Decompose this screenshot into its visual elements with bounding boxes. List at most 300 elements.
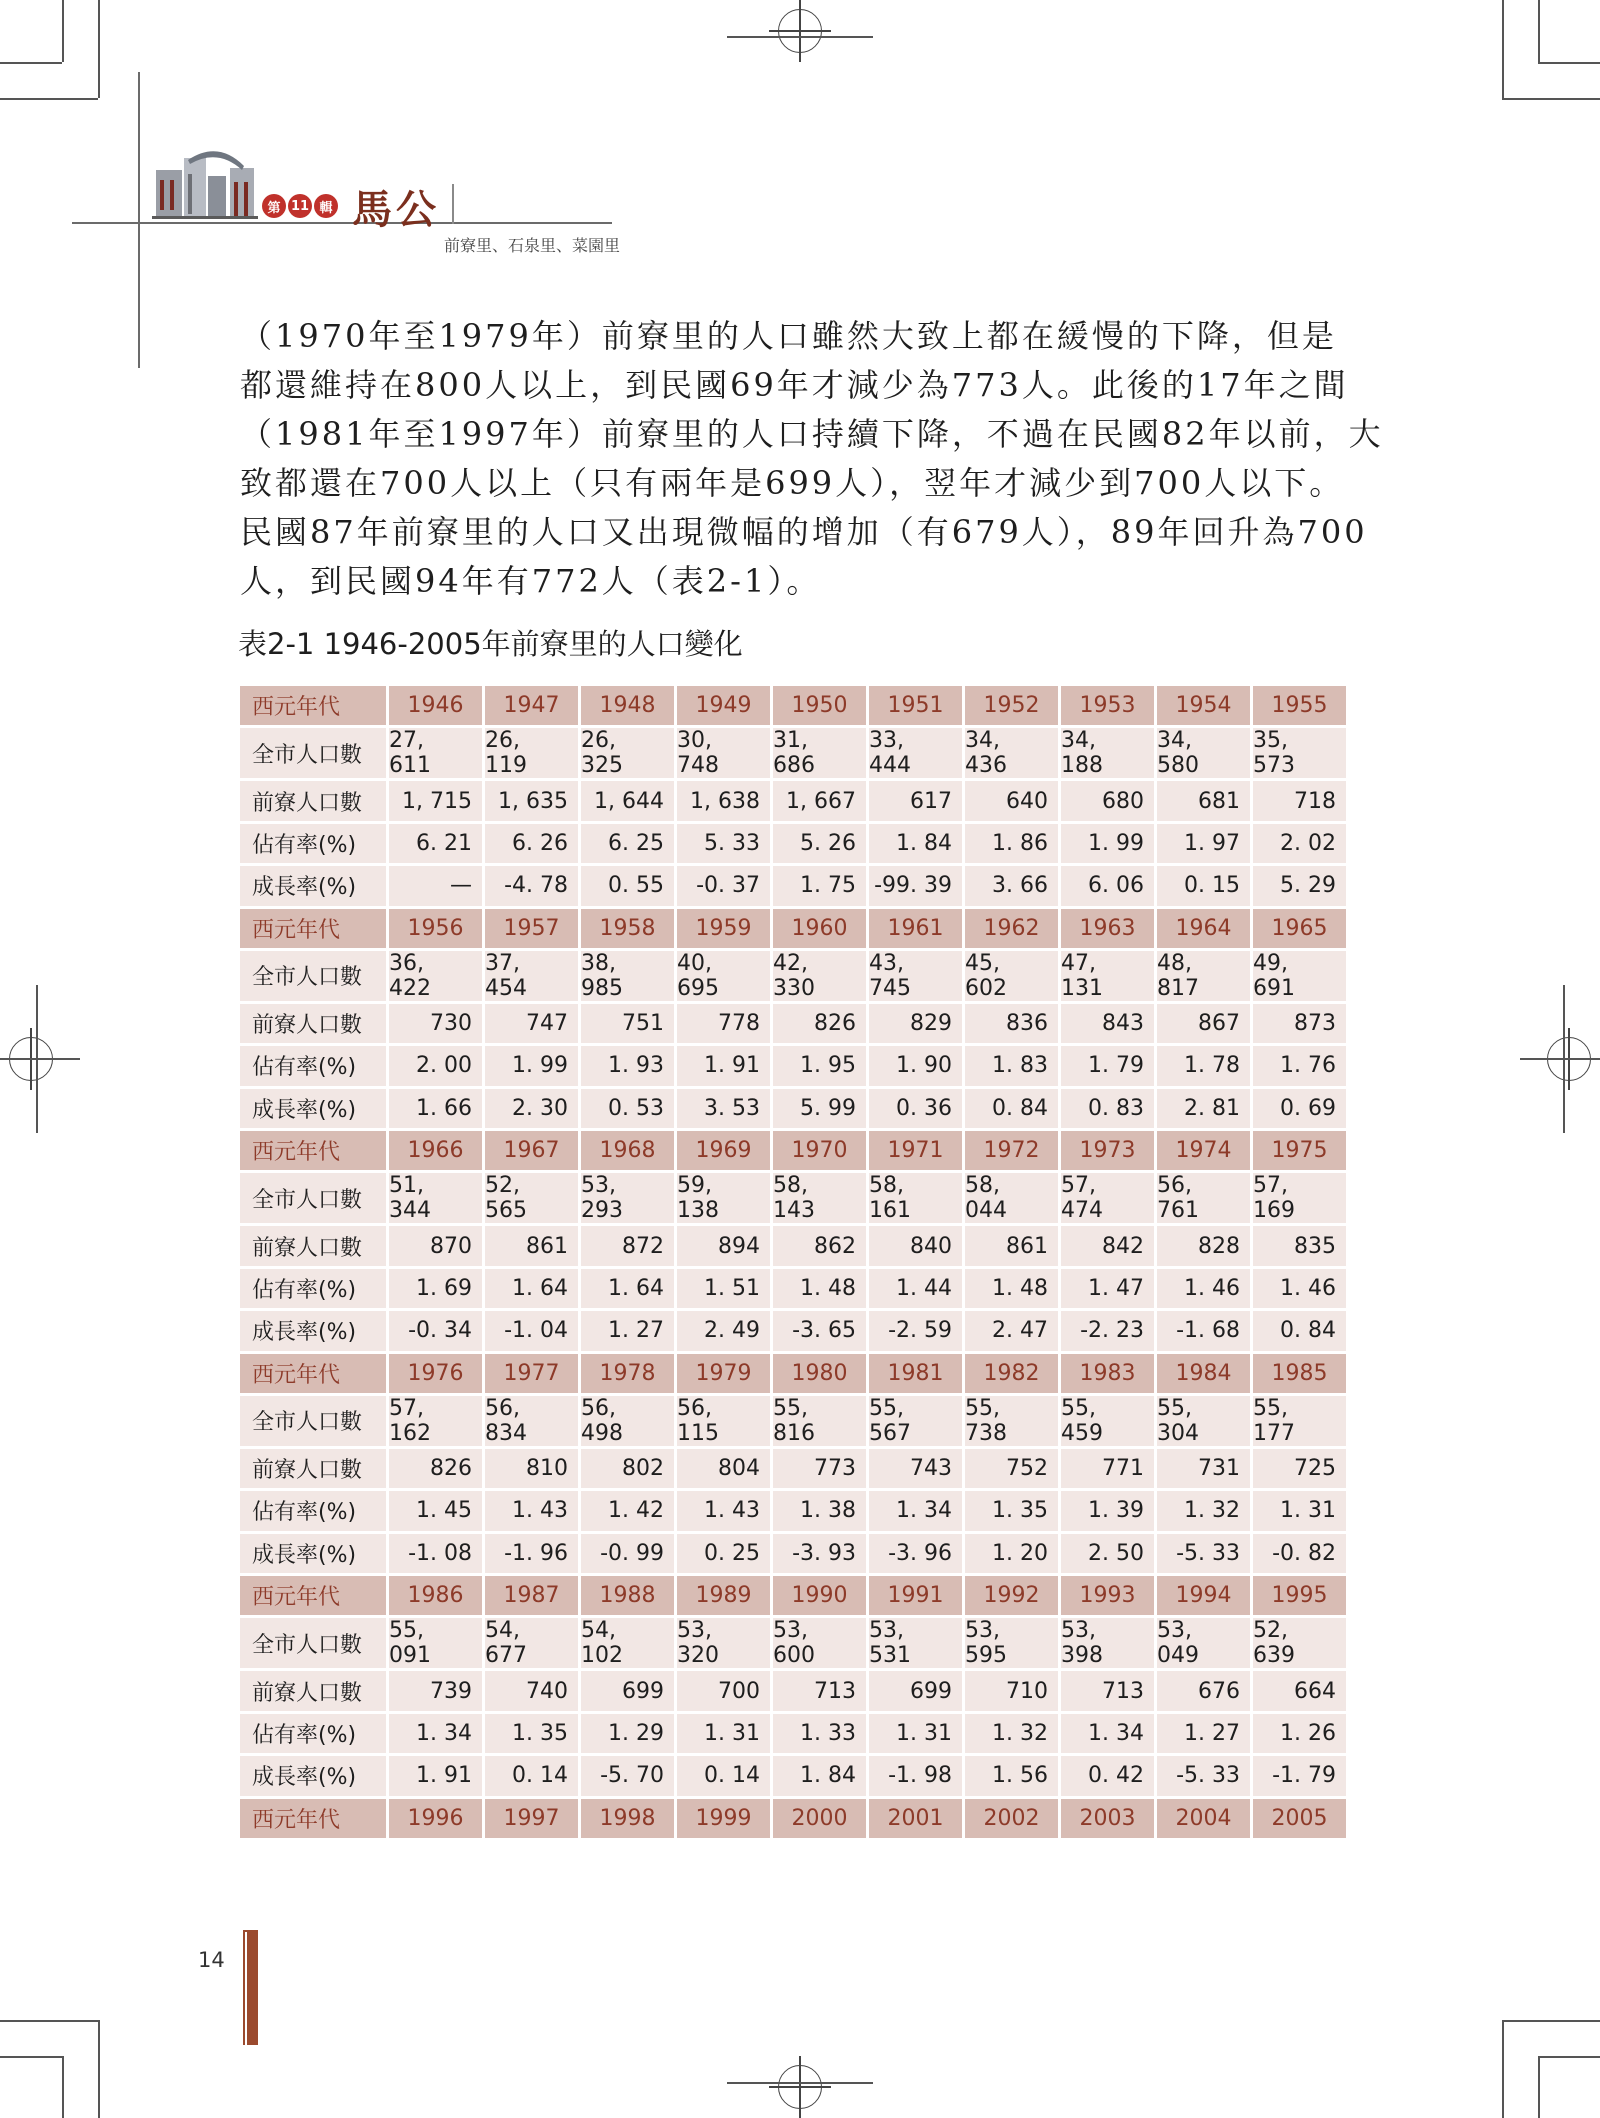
table-cell: 0. 83 bbox=[1061, 1089, 1154, 1128]
crop-mark bbox=[1538, 62, 1600, 64]
table-cell: 1. 39 bbox=[1061, 1491, 1154, 1530]
table-row bbox=[240, 1226, 1348, 1265]
table-year-cell: 1973 bbox=[1061, 1131, 1154, 1170]
table-cell: 53, 398 bbox=[1061, 1618, 1154, 1668]
table-cell: 52, 565 bbox=[485, 1173, 578, 1223]
table-cell: 52, 639 bbox=[1253, 1618, 1346, 1668]
table-cell: 47, 131 bbox=[1061, 951, 1154, 1001]
table-year-cell: 1997 bbox=[485, 1799, 578, 1838]
table-row bbox=[240, 1491, 1348, 1530]
table-cell: 872 bbox=[581, 1226, 674, 1265]
table-year-cell: 1950 bbox=[773, 686, 866, 725]
registration-mark-icon bbox=[769, 0, 831, 62]
table-cell: 2. 81 bbox=[1157, 1089, 1250, 1128]
paragraph-line: （1970年至1979年）前寮里的人口雖然大致上都在緩慢的下降，但是 bbox=[240, 317, 1337, 355]
table-cell: 58, 143 bbox=[773, 1173, 866, 1223]
table-row-label: 西元年代 bbox=[240, 1131, 386, 1170]
table-cell: 771 bbox=[1061, 1449, 1154, 1488]
table-cell: 33, 444 bbox=[869, 728, 962, 778]
table-cell: 747 bbox=[485, 1004, 578, 1043]
table-cell: 873 bbox=[1253, 1004, 1346, 1043]
table-row bbox=[240, 1449, 1348, 1488]
table-year-row bbox=[240, 909, 1348, 948]
table-cell: 870 bbox=[389, 1226, 482, 1265]
table-cell: 842 bbox=[1061, 1226, 1154, 1265]
crop-mark bbox=[1563, 985, 1565, 1133]
table-cell: 58, 044 bbox=[965, 1173, 1058, 1223]
table-year-cell: 1954 bbox=[1157, 686, 1250, 725]
table-year-cell: 1980 bbox=[773, 1354, 866, 1393]
table-cell: 617 bbox=[869, 781, 962, 820]
table-cell: 56, 498 bbox=[581, 1396, 674, 1446]
table-cell: 699 bbox=[869, 1671, 962, 1710]
table-cell: 6. 25 bbox=[581, 824, 674, 863]
table-year-cell: 1957 bbox=[485, 909, 578, 948]
crop-mark bbox=[36, 985, 38, 1133]
table-row-label: 西元年代 bbox=[240, 1799, 386, 1838]
table-cell: 829 bbox=[869, 1004, 962, 1043]
table-year-cell: 1949 bbox=[677, 686, 770, 725]
crop-mark bbox=[1538, 0, 1540, 62]
table-row-label: 前寮人口數 bbox=[240, 1004, 386, 1043]
table-row bbox=[240, 1756, 1348, 1795]
table-cell: 2. 47 bbox=[965, 1311, 1058, 1350]
table-cell: 0. 14 bbox=[677, 1756, 770, 1795]
table-cell: 1. 84 bbox=[869, 824, 962, 863]
table-row bbox=[240, 1714, 1348, 1753]
table-cell: 45, 602 bbox=[965, 951, 1058, 1001]
table-cell: 867 bbox=[1157, 1004, 1250, 1043]
table-year-cell: 2005 bbox=[1253, 1799, 1346, 1838]
table-year-cell: 1991 bbox=[869, 1576, 962, 1615]
table-year-cell: 2002 bbox=[965, 1799, 1058, 1838]
building-logo-icon bbox=[148, 140, 260, 220]
table-cell: 1. 66 bbox=[389, 1089, 482, 1128]
table-cell: 6. 26 bbox=[485, 824, 578, 863]
table-cell: 56, 761 bbox=[1157, 1173, 1250, 1223]
table-cell: 55, 177 bbox=[1253, 1396, 1346, 1446]
table-cell: 1. 26 bbox=[1253, 1714, 1346, 1753]
table-cell: 1. 29 bbox=[581, 1714, 674, 1753]
page-number: 14 bbox=[198, 1948, 225, 1972]
table-cell: 30, 748 bbox=[677, 728, 770, 778]
table-row-label: 成長率(%) bbox=[240, 1534, 386, 1573]
table-year-cell: 1996 bbox=[389, 1799, 482, 1838]
table-year-cell: 1972 bbox=[965, 1131, 1058, 1170]
header-vertical-rule bbox=[138, 72, 140, 368]
table-row bbox=[240, 1046, 1348, 1085]
table-cell: 894 bbox=[677, 1226, 770, 1265]
table-row bbox=[240, 1396, 1348, 1446]
table-cell: 1. 48 bbox=[965, 1269, 1058, 1308]
table-year-cell: 1971 bbox=[869, 1131, 962, 1170]
table-year-cell: 1983 bbox=[1061, 1354, 1154, 1393]
crop-mark bbox=[62, 0, 64, 62]
table-row bbox=[240, 1311, 1348, 1350]
table-cell: 1. 38 bbox=[773, 1491, 866, 1530]
table-row-label: 佔有率(%) bbox=[240, 1046, 386, 1085]
crop-mark bbox=[98, 0, 100, 98]
table-cell: 1. 48 bbox=[773, 1269, 866, 1308]
table-cell: 43, 745 bbox=[869, 951, 962, 1001]
table-cell: 34, 436 bbox=[965, 728, 1058, 778]
table-cell: 59, 138 bbox=[677, 1173, 770, 1223]
table-cell: -1. 79 bbox=[1253, 1756, 1346, 1795]
header-separator bbox=[452, 184, 454, 224]
table-cell: 1. 93 bbox=[581, 1046, 674, 1085]
table-cell: 1. 84 bbox=[773, 1756, 866, 1795]
table-cell: 700 bbox=[677, 1671, 770, 1710]
table-cell: 861 bbox=[965, 1226, 1058, 1265]
table-cell: 730 bbox=[389, 1004, 482, 1043]
table-cell: 56, 834 bbox=[485, 1396, 578, 1446]
crop-mark bbox=[0, 62, 62, 64]
table-cell: 751 bbox=[581, 1004, 674, 1043]
table-cell: 680 bbox=[1061, 781, 1154, 820]
body-paragraph bbox=[240, 312, 1384, 606]
table-cell: -3. 96 bbox=[869, 1534, 962, 1573]
table-year-cell: 1962 bbox=[965, 909, 1058, 948]
table-cell: 31, 686 bbox=[773, 728, 866, 778]
table-row-label: 成長率(%) bbox=[240, 1756, 386, 1795]
table-row bbox=[240, 1671, 1348, 1710]
table-cell: 53, 320 bbox=[677, 1618, 770, 1668]
table-cell: 1. 31 bbox=[1253, 1491, 1346, 1530]
table-cell: 57, 162 bbox=[389, 1396, 482, 1446]
table-year-row bbox=[240, 1799, 1348, 1838]
table-cell: 0. 55 bbox=[581, 866, 674, 905]
crop-mark bbox=[0, 2020, 98, 2022]
table-year-cell: 1952 bbox=[965, 686, 1058, 725]
table-year-cell: 1976 bbox=[389, 1354, 482, 1393]
table-cell: 713 bbox=[1061, 1671, 1154, 1710]
table-row-label: 前寮人口數 bbox=[240, 781, 386, 820]
chapter-badge-char: 第 bbox=[262, 194, 286, 218]
table-cell: 1. 90 bbox=[869, 1046, 962, 1085]
table-cell: 739 bbox=[389, 1671, 482, 1710]
table-cell: 743 bbox=[869, 1449, 962, 1488]
table-cell: 5. 26 bbox=[773, 824, 866, 863]
table-year-cell: 1985 bbox=[1253, 1354, 1346, 1393]
table-cell: 1. 34 bbox=[1061, 1714, 1154, 1753]
table-cell: 53, 049 bbox=[1157, 1618, 1250, 1668]
table-cell: 1. 33 bbox=[773, 1714, 866, 1753]
table-cell: 1. 31 bbox=[677, 1714, 770, 1753]
table-year-cell: 2003 bbox=[1061, 1799, 1154, 1838]
table-year-cell: 1987 bbox=[485, 1576, 578, 1615]
table-cell: 3. 66 bbox=[965, 866, 1058, 905]
table-cell: 3. 53 bbox=[677, 1089, 770, 1128]
table-year-cell: 1946 bbox=[389, 686, 482, 725]
table-caption: 表2-1 1946-2005年前寮里的人口變化 bbox=[238, 627, 743, 661]
table-cell: 1. 75 bbox=[773, 866, 866, 905]
crop-mark bbox=[1538, 2056, 1540, 2118]
table-year-cell: 1969 bbox=[677, 1131, 770, 1170]
table-cell: 640 bbox=[965, 781, 1058, 820]
table-row-label: 西元年代 bbox=[240, 1576, 386, 1615]
table-row-label: 前寮人口數 bbox=[240, 1226, 386, 1265]
table-cell: 826 bbox=[773, 1004, 866, 1043]
table-cell: -0. 37 bbox=[677, 866, 770, 905]
table-cell: 57, 474 bbox=[1061, 1173, 1154, 1223]
table-row bbox=[240, 1269, 1348, 1308]
table-cell: -1. 08 bbox=[389, 1534, 482, 1573]
table-cell: 48, 817 bbox=[1157, 951, 1250, 1001]
table-year-cell: 1968 bbox=[581, 1131, 674, 1170]
table-cell: 840 bbox=[869, 1226, 962, 1265]
table-cell: 1, 635 bbox=[485, 781, 578, 820]
chapter-subtitle: 前寮里、石泉里、菜園里 bbox=[444, 236, 621, 255]
table-cell: 53, 293 bbox=[581, 1173, 674, 1223]
table-row-label: 全市人口數 bbox=[240, 1396, 386, 1446]
table-year-cell: 1990 bbox=[773, 1576, 866, 1615]
table-cell: 5. 99 bbox=[773, 1089, 866, 1128]
table-cell: 42, 330 bbox=[773, 951, 866, 1001]
table-cell: 34, 580 bbox=[1157, 728, 1250, 778]
table-cell: -1. 68 bbox=[1157, 1311, 1250, 1350]
table-cell: 55, 738 bbox=[965, 1396, 1058, 1446]
table-cell: -5. 70 bbox=[581, 1756, 674, 1795]
table-cell: 26, 119 bbox=[485, 728, 578, 778]
table-year-cell: 1955 bbox=[1253, 686, 1346, 725]
table-cell: 1, 667 bbox=[773, 781, 866, 820]
crop-mark bbox=[0, 1058, 80, 1060]
table-cell: 0. 42 bbox=[1061, 1756, 1154, 1795]
table-year-cell: 1948 bbox=[581, 686, 674, 725]
table-cell: — bbox=[389, 866, 482, 905]
crop-mark bbox=[0, 98, 98, 100]
table-cell: -5. 33 bbox=[1157, 1756, 1250, 1795]
table-cell: 54, 102 bbox=[581, 1618, 674, 1668]
chapter-badge-number: 11 bbox=[288, 194, 312, 218]
table-row-label: 全市人口數 bbox=[240, 1618, 386, 1668]
table-cell: 53, 595 bbox=[965, 1618, 1058, 1668]
table-year-cell: 1986 bbox=[389, 1576, 482, 1615]
table-cell: 1. 42 bbox=[581, 1491, 674, 1530]
table-cell: -1. 04 bbox=[485, 1311, 578, 1350]
table-cell: 1. 79 bbox=[1061, 1046, 1154, 1085]
table-cell: 1. 45 bbox=[389, 1491, 482, 1530]
table-year-cell: 1981 bbox=[869, 1354, 962, 1393]
crop-mark bbox=[1538, 2056, 1600, 2058]
table-cell: 6. 06 bbox=[1061, 866, 1154, 905]
table-cell: 49, 691 bbox=[1253, 951, 1346, 1001]
table-row-label: 前寮人口數 bbox=[240, 1671, 386, 1710]
crop-mark bbox=[1502, 2020, 1504, 2118]
table-year-cell: 1994 bbox=[1157, 1576, 1250, 1615]
table-cell: 710 bbox=[965, 1671, 1058, 1710]
table-cell: 1. 95 bbox=[773, 1046, 866, 1085]
table-cell: 862 bbox=[773, 1226, 866, 1265]
table-row bbox=[240, 951, 1348, 1001]
table-cell: 835 bbox=[1253, 1226, 1346, 1265]
table-cell: 1. 47 bbox=[1061, 1269, 1154, 1308]
registration-mark-icon bbox=[769, 2056, 831, 2118]
table-row-label: 西元年代 bbox=[240, 686, 386, 725]
table-cell: 0. 84 bbox=[965, 1089, 1058, 1128]
table-cell: -5. 33 bbox=[1157, 1534, 1250, 1573]
table-cell: 1. 64 bbox=[485, 1269, 578, 1308]
table-cell: 1. 20 bbox=[965, 1534, 1058, 1573]
table-year-cell: 1965 bbox=[1253, 909, 1346, 948]
table-cell: 55, 816 bbox=[773, 1396, 866, 1446]
table-cell: 35, 573 bbox=[1253, 728, 1346, 778]
table-year-row bbox=[240, 1576, 1348, 1615]
table-cell: 1. 27 bbox=[1157, 1714, 1250, 1753]
table-year-cell: 1953 bbox=[1061, 686, 1154, 725]
table-cell: 1. 44 bbox=[869, 1269, 962, 1308]
table-cell: 2. 02 bbox=[1253, 824, 1346, 863]
table-cell: 1. 31 bbox=[869, 1714, 962, 1753]
table-cell: 0. 84 bbox=[1253, 1311, 1346, 1350]
table-cell: 1. 32 bbox=[965, 1714, 1058, 1753]
table-cell: 55, 459 bbox=[1061, 1396, 1154, 1446]
table-cell: 1. 32 bbox=[1157, 1491, 1250, 1530]
table-cell: 1, 638 bbox=[677, 781, 770, 820]
table-year-row bbox=[240, 1354, 1348, 1393]
table-row bbox=[240, 1534, 1348, 1573]
table-cell: 718 bbox=[1253, 781, 1346, 820]
table-year-cell: 1979 bbox=[677, 1354, 770, 1393]
chapter-title: 馬公 bbox=[352, 186, 440, 233]
table-cell: 804 bbox=[677, 1449, 770, 1488]
table-cell: -0. 82 bbox=[1253, 1534, 1346, 1573]
table-cell: 34, 188 bbox=[1061, 728, 1154, 778]
table-cell: 843 bbox=[1061, 1004, 1154, 1043]
table-row bbox=[240, 728, 1348, 778]
table-cell: 1. 27 bbox=[581, 1311, 674, 1350]
table-row bbox=[240, 781, 1348, 820]
table-cell: 26, 325 bbox=[581, 728, 674, 778]
population-table bbox=[240, 686, 1348, 1838]
table-cell: 1. 91 bbox=[677, 1046, 770, 1085]
table-year-cell: 1993 bbox=[1061, 1576, 1154, 1615]
table-cell: 1. 99 bbox=[1061, 824, 1154, 863]
table-cell: 1. 69 bbox=[389, 1269, 482, 1308]
table-year-cell: 1967 bbox=[485, 1131, 578, 1170]
table-cell: 54, 677 bbox=[485, 1618, 578, 1668]
table-cell: 1. 99 bbox=[485, 1046, 578, 1085]
table-year-cell: 1992 bbox=[965, 1576, 1058, 1615]
table-cell: 836 bbox=[965, 1004, 1058, 1043]
crop-mark bbox=[1502, 98, 1600, 100]
table-cell: 681 bbox=[1157, 781, 1250, 820]
table-year-row bbox=[240, 1131, 1348, 1170]
table-row-label: 成長率(%) bbox=[240, 866, 386, 905]
table-cell: 0. 15 bbox=[1157, 866, 1250, 905]
table-cell: 1. 35 bbox=[485, 1714, 578, 1753]
table-year-cell: 1951 bbox=[869, 686, 962, 725]
table-year-cell: 1977 bbox=[485, 1354, 578, 1393]
table-year-cell: 1960 bbox=[773, 909, 866, 948]
paragraph-line: 人，到民國94年有772人（表2-1）。 bbox=[240, 562, 822, 600]
table-cell: 2. 49 bbox=[677, 1311, 770, 1350]
table-cell: 5. 33 bbox=[677, 824, 770, 863]
paragraph-line: （1981年至1997年）前寮里的人口持續下降，不過在民國82年以前，大 bbox=[240, 415, 1384, 453]
table-year-cell: 1963 bbox=[1061, 909, 1154, 948]
table-year-cell: 1998 bbox=[581, 1799, 674, 1838]
table-cell: 1. 51 bbox=[677, 1269, 770, 1308]
table-row bbox=[240, 824, 1348, 863]
table-cell: 1. 46 bbox=[1157, 1269, 1250, 1308]
table-cell: 676 bbox=[1157, 1671, 1250, 1710]
table-cell: -1. 98 bbox=[869, 1756, 962, 1795]
paragraph-line: 致都還在700人以上（只有兩年是699人），翌年才減少到700人以下。 bbox=[240, 464, 1345, 502]
table-year-cell: 1995 bbox=[1253, 1576, 1346, 1615]
table-cell: 51, 344 bbox=[389, 1173, 482, 1223]
table-cell: 1. 34 bbox=[869, 1491, 962, 1530]
table-cell: 1. 97 bbox=[1157, 824, 1250, 863]
table-year-cell: 1975 bbox=[1253, 1131, 1346, 1170]
table-cell: 664 bbox=[1253, 1671, 1346, 1710]
table-cell: 1. 91 bbox=[389, 1756, 482, 1795]
table-cell: 0. 53 bbox=[581, 1089, 674, 1128]
table-cell: 6. 21 bbox=[389, 824, 482, 863]
table-cell: 2. 50 bbox=[1061, 1534, 1154, 1573]
table-cell: 1. 76 bbox=[1253, 1046, 1346, 1085]
table-cell: 58, 161 bbox=[869, 1173, 962, 1223]
footer-rule bbox=[243, 1930, 245, 2045]
table-cell: 1. 46 bbox=[1253, 1269, 1346, 1308]
paragraph-line: 民國87年前寮里的人口又出現微幅的增加（有679人），89年回升為700 bbox=[240, 513, 1368, 551]
table-year-row bbox=[240, 686, 1348, 725]
table-cell: 828 bbox=[1157, 1226, 1250, 1265]
table-cell: -0. 99 bbox=[581, 1534, 674, 1573]
table-cell: 1, 715 bbox=[389, 781, 482, 820]
table-cell: 5. 29 bbox=[1253, 866, 1346, 905]
table-cell: 1. 43 bbox=[485, 1491, 578, 1530]
table-cell: 861 bbox=[485, 1226, 578, 1265]
table-cell: -4. 78 bbox=[485, 866, 578, 905]
header-horizontal-rule bbox=[72, 222, 612, 224]
chapter-badge-char: 輯 bbox=[314, 194, 338, 218]
chapter-badge bbox=[262, 194, 340, 218]
table-cell: 773 bbox=[773, 1449, 866, 1488]
table-cell: -2. 23 bbox=[1061, 1311, 1154, 1350]
table-row-label: 佔有率(%) bbox=[240, 1269, 386, 1308]
crop-mark bbox=[1502, 0, 1504, 98]
table-cell: 1. 43 bbox=[677, 1491, 770, 1530]
table-row bbox=[240, 866, 1348, 905]
table-cell: 810 bbox=[485, 1449, 578, 1488]
table-cell: 0. 36 bbox=[869, 1089, 962, 1128]
crop-mark bbox=[62, 2056, 64, 2118]
table-cell: 55, 567 bbox=[869, 1396, 962, 1446]
footer-accent-bar bbox=[247, 1930, 258, 2045]
paragraph-line: 都還維持在800人以上，到民國69年才減少為773人。此後的17年之間 bbox=[240, 366, 1349, 404]
table-cell: 55, 091 bbox=[389, 1618, 482, 1668]
table-cell: 699 bbox=[581, 1671, 674, 1710]
table-year-cell: 1961 bbox=[869, 909, 962, 948]
table-cell: 0. 25 bbox=[677, 1534, 770, 1573]
table-cell: 57, 169 bbox=[1253, 1173, 1346, 1223]
crop-mark bbox=[98, 2020, 100, 2118]
table-cell: 713 bbox=[773, 1671, 866, 1710]
table-row-label: 成長率(%) bbox=[240, 1089, 386, 1128]
table-cell: 2. 00 bbox=[389, 1046, 482, 1085]
table-cell: 752 bbox=[965, 1449, 1058, 1488]
table-row bbox=[240, 1618, 1348, 1668]
table-cell: 1. 34 bbox=[389, 1714, 482, 1753]
table-cell: 1. 83 bbox=[965, 1046, 1058, 1085]
table-cell: 1. 86 bbox=[965, 824, 1058, 863]
crop-mark bbox=[727, 2082, 873, 2084]
table-year-cell: 2004 bbox=[1157, 1799, 1250, 1838]
table-cell: 27, 611 bbox=[389, 728, 482, 778]
table-cell: -3. 93 bbox=[773, 1534, 866, 1573]
table-cell: -1. 96 bbox=[485, 1534, 578, 1573]
table-year-cell: 1956 bbox=[389, 909, 482, 948]
